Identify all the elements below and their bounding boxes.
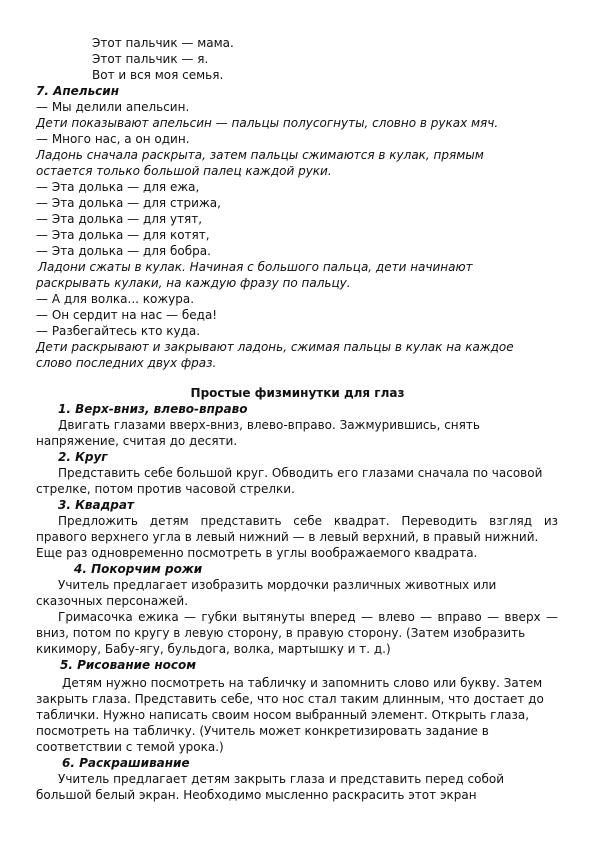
paragraph-line: посмотреть на табличку. (Учитель может конкретизировать задание в: [36, 724, 489, 738]
poem-line: — Он сердит на нас — беда!: [36, 308, 218, 322]
paragraph-line: Учитель предлагает детям закрыть глаза и представить перед собой: [58, 772, 504, 786]
paragraph-line: Еще раз одновременно посмотреть в углы воображаемого квадрата.: [36, 546, 478, 560]
paragraph-line: напряжение, считая до десяти.: [36, 434, 238, 448]
paragraph-line: Детям нужно посмотреть на табличку и запомнить слово или букву. Затем: [62, 676, 543, 690]
poem-line: — Эта долька — для утят,: [36, 212, 203, 226]
paragraph-line: большой белый экран. Необходимо мысленно раскрасить этот экран: [36, 788, 477, 802]
paragraph-line: Учитель предлагает изобразить мордочки различных животных или: [58, 578, 497, 592]
paragraph-line: таблички. Нужно написать своим носом выбранный элемент. Открыть глаза,: [36, 708, 530, 722]
exercise-heading: 1. Верх-вниз, влево-вправо: [58, 402, 248, 416]
exercise-heading: 5. Рисование носом: [60, 658, 197, 672]
page-title: Простые физминутки для глаз: [190, 386, 405, 400]
poem-line: Этот пальчик — мама.: [92, 36, 234, 50]
instruction-line: Ладони сжаты в кулак. Начиная с большого пальца, дети начинают: [38, 260, 473, 274]
poem-line: Этот пальчик — я.: [92, 52, 209, 66]
poem-line: — Эта долька — для бобра.: [36, 244, 211, 258]
exercise-heading: 3. Квадрат: [58, 498, 134, 512]
paragraph-line: Представить себе большой круг. Обводить его глазами сначала по часовой: [58, 466, 543, 480]
instruction-line: Дети показывают апельсин — пальцы полусогнуты, словно в руках мяч.: [36, 116, 499, 130]
paragraph-line: соответствии с темой урока.): [36, 740, 224, 754]
instruction-line: раскрывать кулаки, на каждую фразу по пальцу.: [36, 276, 351, 290]
poem-line: — Много нас, а он один.: [36, 132, 190, 146]
paragraph-line: сказочных персонажей.: [36, 594, 189, 608]
paragraph-line: Гримасочка ежика — губки вытянуты вперед — влево — вправо — вверх —: [58, 610, 558, 624]
instruction-line: Ладонь сначала раскрыта, затем пальцы сжимаются в кулак, прямым: [36, 148, 484, 162]
paragraph-line: Предложить детям представить себе квадрат. Переводить взгляд из: [58, 514, 558, 528]
exercise-heading: 4. Покорчим рожи: [74, 562, 203, 576]
poem-line: — Эта долька — для ежа,: [36, 180, 200, 194]
poem-line: — Эта долька — для стрижа,: [36, 196, 221, 210]
instruction-line: слово последних двух фраз.: [36, 356, 217, 370]
poem-line: Вот и вся моя семья.: [92, 68, 224, 82]
instruction-line: остается только большой палец каждой руки.: [36, 164, 332, 178]
paragraph-line: стрелке, потом против часовой стрелки.: [36, 482, 295, 496]
poem-line: — А для волка... кожура.: [36, 292, 195, 306]
instruction-line: Дети раскрывают и закрывают ладонь, сжимая пальцы в кулак на каждое: [36, 340, 514, 354]
paragraph-line: кикимору, Бабу-ягу, бульдога, волка, мартышку и т. д.): [36, 642, 391, 656]
paragraph-line: Двигать глазами вверх-вниз, влево-вправо. Зажмурившись, снять: [58, 418, 480, 432]
exercise-heading: 2. Круг: [58, 450, 108, 464]
section-heading: 7. Апельсин: [36, 84, 119, 98]
paragraph-line: закрыть глаза. Представить себе, что нос стал таким длинным, что достает до: [36, 692, 544, 706]
exercise-heading: 6. Раскрашивание: [62, 756, 190, 770]
poem-line: — Эта долька — для котят,: [36, 228, 210, 242]
poem-line: — Мы делили апельсин.: [36, 100, 190, 114]
paragraph-line: правого верхнего угла в левый нижний — в левый верхний, в правый нижний.: [36, 530, 539, 544]
paragraph-line: вниз, потом по кругу в левую сторону, в правую сторону. (Затем изобразить: [36, 626, 526, 640]
poem-line: — Разбегайтесь кто куда.: [36, 324, 201, 338]
